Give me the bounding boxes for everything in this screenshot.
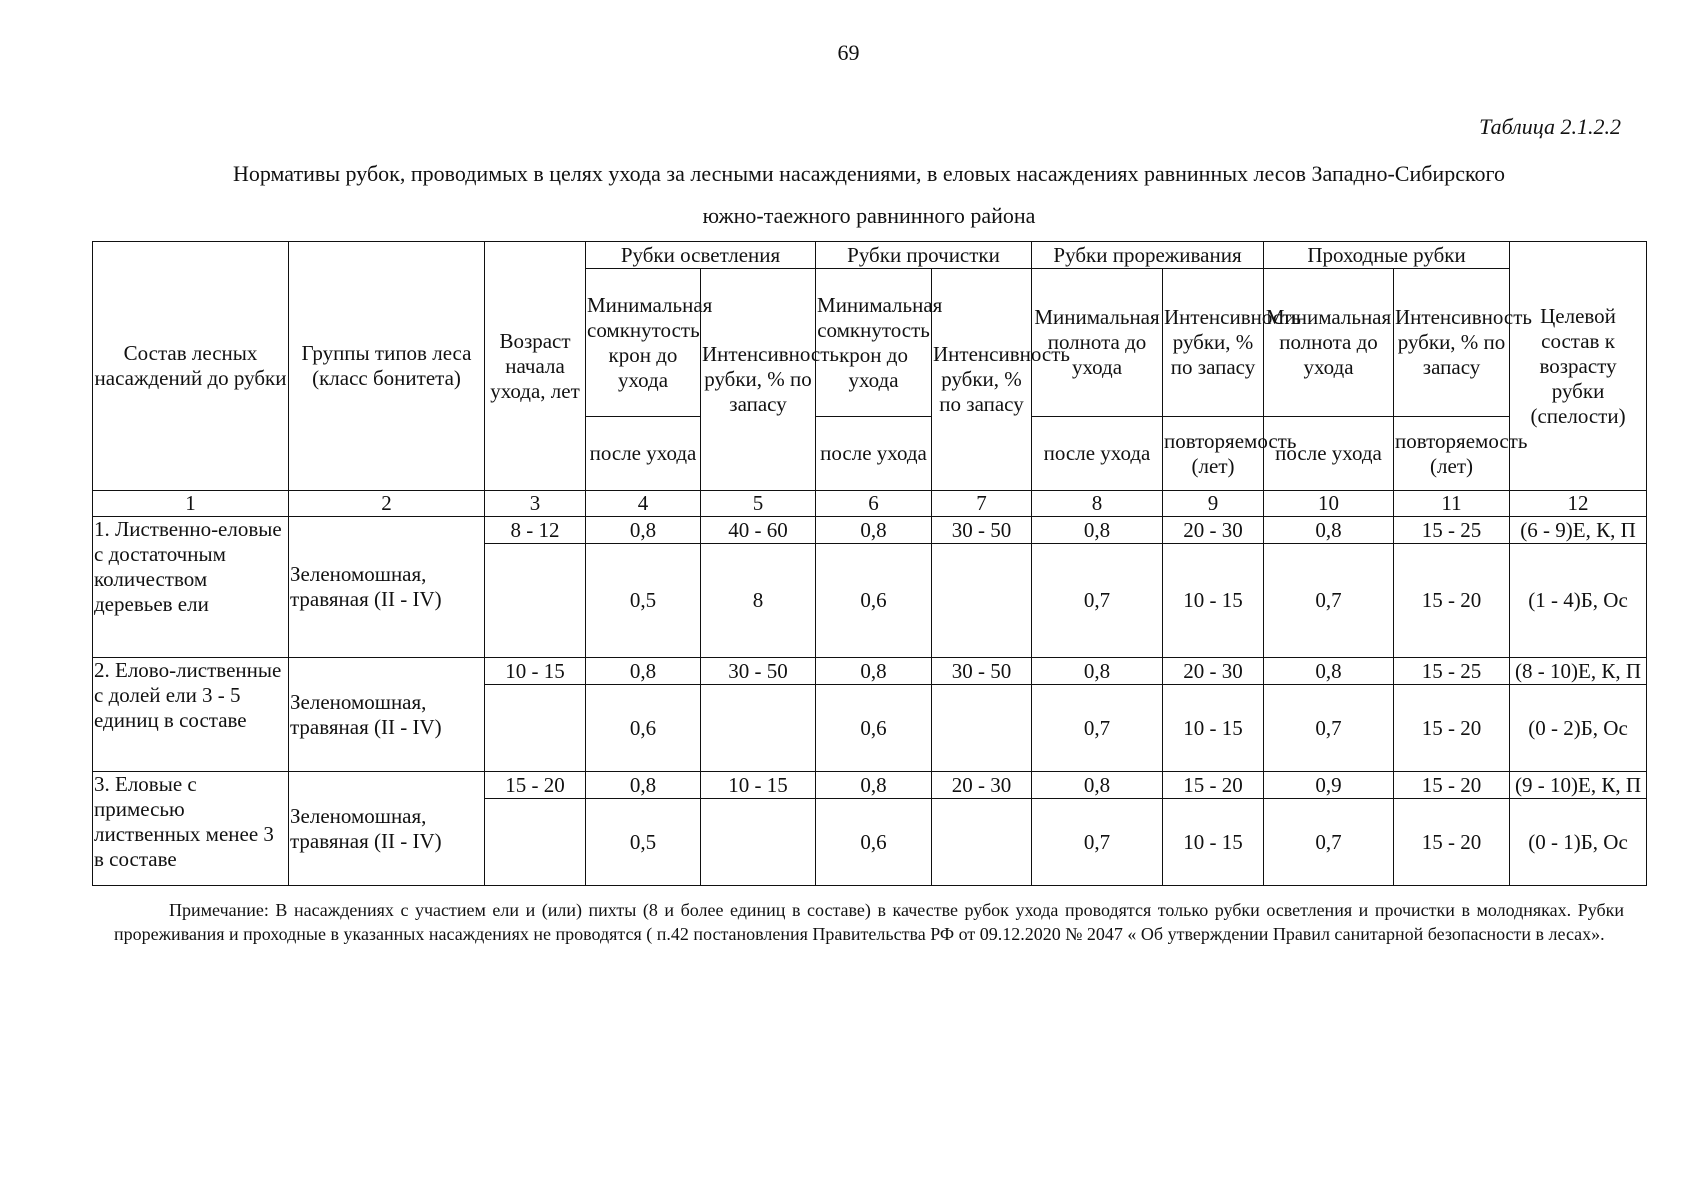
- data-cell: (0 - 2)Б, Ос: [1510, 685, 1647, 772]
- data-cell: (8 - 10)Е, К, П: [1510, 658, 1647, 685]
- data-cell: 0,9: [1264, 772, 1394, 799]
- column-number: 2: [289, 491, 485, 517]
- header-group-cleaning: Рубки прочистки: [816, 242, 1032, 269]
- data-cell: 0,8: [816, 772, 932, 799]
- column-number: 9: [1163, 491, 1264, 517]
- data-cell: 20 - 30: [932, 772, 1032, 799]
- column-number: 10: [1264, 491, 1394, 517]
- data-cell: 15 - 20: [1163, 772, 1264, 799]
- data-cell: 0,7: [1264, 799, 1394, 886]
- forest-group-cell: Зеленомошная, травяная (II - IV): [289, 772, 485, 886]
- data-cell: 10 - 15: [1163, 685, 1264, 772]
- data-cell: 0,8: [1264, 658, 1394, 685]
- table-row: [93, 772, 1647, 799]
- header-intensity-cleaning: Интенсивность рубки, % по запасу: [932, 269, 1032, 491]
- column-number-row: [93, 491, 1647, 517]
- column-number: 11: [1394, 491, 1510, 517]
- composition-cell: 2. Елово-лиственные с долей ели 3 - 5 единиц в составе: [93, 658, 289, 772]
- header-min-density-passage: Минимальная полнота до ухода: [1264, 269, 1394, 417]
- data-cell: 0,8: [1032, 658, 1163, 685]
- header-intensity-thinning: Интенсивность рубки, % по запасу: [1163, 269, 1264, 417]
- column-number: 3: [485, 491, 586, 517]
- data-cell: 0,7: [1032, 544, 1163, 658]
- header-repeat-passage: повторяемость (лет): [1394, 417, 1510, 491]
- data-cell: 15 - 20: [1394, 544, 1510, 658]
- data-cell: [932, 544, 1032, 658]
- data-cell: 0,5: [586, 544, 701, 658]
- data-cell: 20 - 30: [1163, 658, 1264, 685]
- header-composition: Состав лесных насаждений до рубки: [93, 242, 289, 491]
- norms-table-container: [92, 241, 1646, 886]
- column-number: 4: [586, 491, 701, 517]
- data-cell: 15 - 20: [485, 772, 586, 799]
- data-cell: 10 - 15: [1163, 544, 1264, 658]
- data-cell: 0,8: [1032, 517, 1163, 544]
- header-after-care-thinning: после ухода: [1032, 417, 1163, 491]
- data-cell: [485, 799, 586, 886]
- composition-cell: 1. Лиственно-еловые с достаточным количеством деревьев ели: [93, 517, 289, 658]
- data-cell: 30 - 50: [701, 658, 816, 685]
- header-intensity-clearing: Интенсивность рубки, % по запасу: [701, 269, 816, 491]
- data-cell: 15 - 20: [1394, 799, 1510, 886]
- table-title: [92, 153, 1646, 237]
- data-cell: (6 - 9)Е, К, П: [1510, 517, 1647, 544]
- data-cell: 10 - 15: [1163, 799, 1264, 886]
- data-cell: 0,8: [586, 658, 701, 685]
- composition-cell: 3. Еловые с примесью лиственных менее 3 в составе: [93, 772, 289, 886]
- data-cell: 0,7: [1264, 685, 1394, 772]
- data-cell: 0,5: [586, 799, 701, 886]
- table-note: Примечание: В насаждениях с участием ели и (или) пихты (8 и более единиц в составе) в качестве рубок ухода проводятся только рубки осветления и прочистки в молодняках. Рубки прореживания и проходные в указанных насаждениях не проводятся ( п.42 постановления Правительства РФ от 09.12.2020 № 2047 « Об утверждении Правил санитарной безопасности в лесах».: [114, 900, 1624, 944]
- data-cell: 0,6: [816, 799, 932, 886]
- data-cell: 8 - 12: [485, 517, 586, 544]
- header-start-age: Возраст начала ухода, лет: [485, 242, 586, 491]
- header-group-clearing: Рубки осветления: [586, 242, 816, 269]
- column-number: 8: [1032, 491, 1163, 517]
- forest-group-cell: Зеленомошная, травяная (II - IV): [289, 658, 485, 772]
- data-cell: 40 - 60: [701, 517, 816, 544]
- data-cell: 0,7: [1032, 685, 1163, 772]
- norms-table: [92, 241, 1647, 886]
- data-cell: [485, 544, 586, 658]
- data-cell: 8: [701, 544, 816, 658]
- header-target-composition: Целевой состав к возрасту рубки (спелости): [1510, 242, 1647, 491]
- header-forest-group: Группы типов леса (класс бонитета): [289, 242, 485, 491]
- header-intensity-passage: Интенсивность рубки, % по запасу: [1394, 269, 1510, 417]
- table-label: Таблица 2.1.2.2: [1479, 114, 1621, 139]
- data-cell: 10 - 15: [485, 658, 586, 685]
- data-cell: [701, 685, 816, 772]
- column-number: 6: [816, 491, 932, 517]
- data-cell: [932, 799, 1032, 886]
- data-cell: 0,8: [816, 658, 932, 685]
- data-cell: (0 - 1)Б, Ос: [1510, 799, 1647, 886]
- table-title-line-2: южно-таежного равнинного района: [702, 203, 1036, 228]
- column-number: 7: [932, 491, 1032, 517]
- data-cell: 0,8: [586, 772, 701, 799]
- column-number: 5: [701, 491, 816, 517]
- header-repeat-thinning: повторяемость (лет): [1163, 417, 1264, 491]
- header-after-care-passage: после ухода: [1264, 417, 1394, 491]
- data-cell: 0,6: [586, 685, 701, 772]
- data-cell: 30 - 50: [932, 658, 1032, 685]
- forest-group-cell: Зеленомошная, травяная (II - IV): [289, 517, 485, 658]
- data-cell: 15 - 20: [1394, 685, 1510, 772]
- data-cell: [485, 685, 586, 772]
- data-cell: 0,8: [1264, 517, 1394, 544]
- header-group-thinning: Рубки прореживания: [1032, 242, 1264, 269]
- header-min-density-thinning: Минимальная полнота до ухода: [1032, 269, 1163, 417]
- header-group-passage: Проходные рубки: [1264, 242, 1510, 269]
- data-cell: 0,8: [816, 517, 932, 544]
- data-cell: [701, 799, 816, 886]
- data-cell: (1 - 4)Б, Ос: [1510, 544, 1647, 658]
- data-cell: 0,8: [586, 517, 701, 544]
- column-number: 1: [93, 491, 289, 517]
- header-row-groups: [93, 242, 1647, 269]
- data-cell: 0,7: [1032, 799, 1163, 886]
- table-row: [93, 517, 1647, 544]
- data-cell: 20 - 30: [1163, 517, 1264, 544]
- data-cell: 0,6: [816, 685, 932, 772]
- data-cell: [932, 685, 1032, 772]
- column-number: 12: [1510, 491, 1647, 517]
- data-cell: 15 - 25: [1394, 658, 1510, 685]
- table-title-line-1: Нормативы рубок, проводимых в целях ухода за лесными насаждениями, в еловых насаждениях равнинных лесов Западно-Сибирского: [232, 161, 1506, 186]
- page-number: 69: [837, 40, 860, 65]
- data-cell: 0,7: [1264, 544, 1394, 658]
- data-cell: (9 - 10)Е, К, П: [1510, 772, 1647, 799]
- table-row: [93, 658, 1647, 685]
- header-min-crown-cleaning: Минимальная сомкнутость крон до ухода: [816, 269, 932, 417]
- header-after-care-cleaning: после ухода: [816, 417, 932, 491]
- data-cell: 15 - 25: [1394, 517, 1510, 544]
- data-cell: 15 - 20: [1394, 772, 1510, 799]
- data-cell: 0,6: [816, 544, 932, 658]
- data-cell: 10 - 15: [701, 772, 816, 799]
- data-cell: 30 - 50: [932, 517, 1032, 544]
- header-after-care-clearing: после ухода: [586, 417, 701, 491]
- data-cell: 0,8: [1032, 772, 1163, 799]
- header-min-crown-clearing: Минимальная сомкнутость крон до ухода: [586, 269, 701, 417]
